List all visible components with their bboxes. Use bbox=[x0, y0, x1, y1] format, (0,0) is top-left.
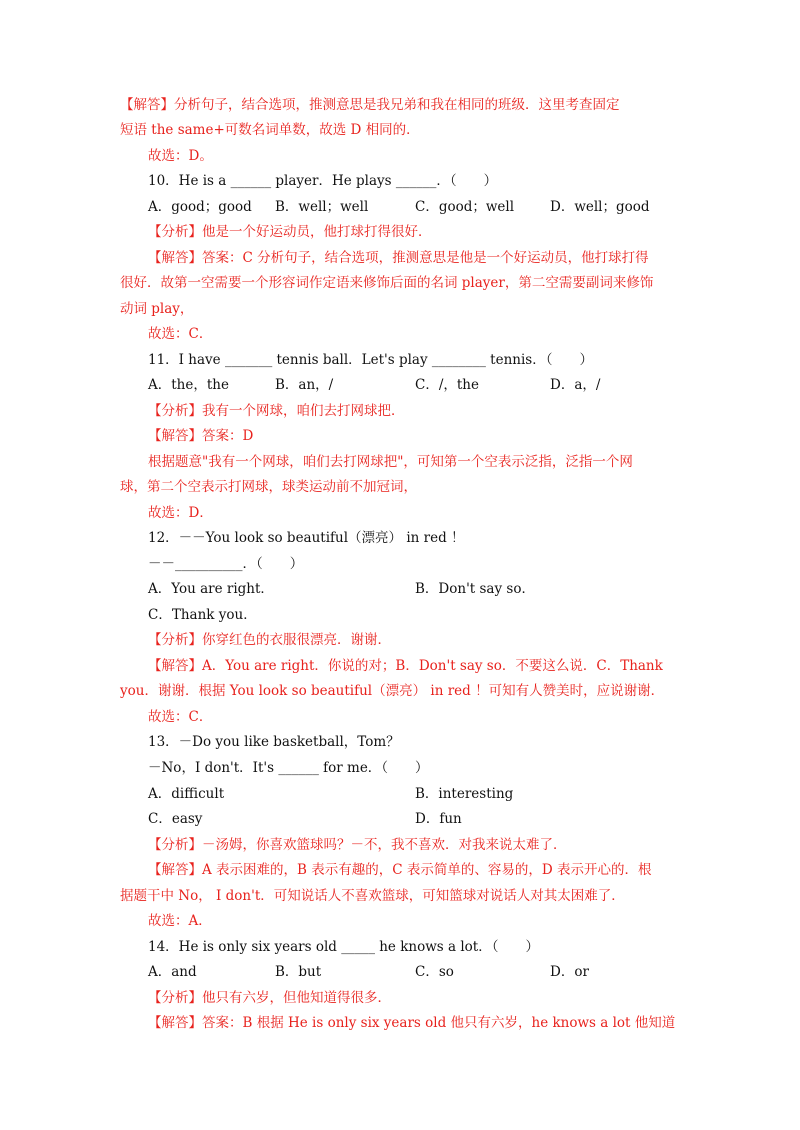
question-10: 10．He is a ______ player．He plays ______．（ ） bbox=[148, 173, 498, 189]
option-b: B．Don't say so． bbox=[415, 581, 535, 597]
option-c: C．/，the bbox=[415, 377, 479, 393]
question-12-response: －－__________．（ ） bbox=[148, 556, 304, 572]
answer-explanation-line: 据题干中 No， I don't．可知说话人不喜欢篮球，可知篮球对说话人对其太困难了． bbox=[120, 888, 625, 904]
answer-explanation-line: 【解答】答案：B 根据 He is only six years old 他只有六岁，he knows a lot 他知道 bbox=[148, 1015, 676, 1031]
option-b: B．an，/ bbox=[275, 377, 334, 393]
option-a: A．good；good bbox=[148, 199, 252, 215]
option-b: B．interesting bbox=[415, 786, 514, 802]
option-a: A．difficult bbox=[148, 786, 225, 802]
answer-explanation-line: you．谢谢．根据 You look so beautiful（漂亮） in red ！可知有人赞美时，应说谢谢． bbox=[120, 683, 665, 699]
answer-explanation-line: 【解答】答案：C 分析句子，结合选项，推测意思是他是一个好运动员，他打球打得 bbox=[148, 250, 649, 266]
option-d: D．a，/ bbox=[550, 377, 601, 393]
answer-choice: 故选：C． bbox=[148, 326, 213, 342]
answer-explanation-line: 球，第二个空表示打网球，球类运动前不加冠词， bbox=[120, 479, 417, 495]
option-b: B．well；well bbox=[275, 199, 369, 215]
answer-explanation-line: 【解答】答案：D bbox=[148, 428, 254, 444]
analysis-line: 【分析】－汤姆，你喜欢篮球吗？－不，我不喜欢．对我来说太难了． bbox=[148, 837, 567, 853]
option-a: A．the，the bbox=[148, 377, 229, 393]
answer-explanation-line: 【解答】分析句子，结合选项，推测意思是我兄弟和我在相同的班级．这里考查固定 bbox=[120, 97, 620, 113]
answer-explanation-line: 动词 play， bbox=[120, 301, 194, 317]
option-d: D．or bbox=[550, 964, 589, 980]
analysis-line: 【分析】他只有六岁，但他知道得很多． bbox=[148, 990, 391, 1006]
answer-explanation-line: 短语 the same+可数名词单数，故选 D 相同的． bbox=[120, 122, 420, 138]
option-c: C．so bbox=[415, 964, 454, 980]
answer-explanation-line: 【解答】A 表示困难的，B 表示有趣的，C 表示简单的、容易的，D 表示开心的．根 bbox=[148, 862, 652, 878]
analysis-line: 【分析】他是一个好运动员，他打球打得很好． bbox=[148, 224, 432, 240]
question-13-response: －No，I don't．It's ______ for me．（ ） bbox=[148, 760, 429, 776]
question-11: 11．I have _______ tennis ball．Let's play ________ tennis．（ ） bbox=[148, 352, 593, 368]
answer-choice: 故选：D． bbox=[148, 505, 213, 521]
option-b: B．but bbox=[275, 964, 322, 980]
answer-explanation-line: 很好．故第一空需要一个形容词作定语来修饰后面的名词 player，第二空需要副词来修饰 bbox=[120, 275, 654, 291]
option-c: C．Thank you． bbox=[148, 607, 257, 623]
analysis-line: 【分析】你穿红色的衣服很漂亮．谢谢． bbox=[148, 632, 391, 648]
option-d: D．fun bbox=[415, 811, 462, 827]
option-c: C．easy bbox=[148, 811, 203, 827]
option-d: D．well；good bbox=[550, 199, 650, 215]
question-12: 12．－－You look so beautiful（漂亮） in red ！ bbox=[148, 530, 465, 546]
answer-choice: 故选：C． bbox=[148, 709, 213, 725]
question-13: 13．－Do you like basketball，Tom？ bbox=[148, 734, 400, 750]
option-c: C．good；well bbox=[415, 199, 515, 215]
answer-choice: 故选：A． bbox=[148, 913, 212, 929]
answer-explanation-line: 【解答】A．You are right．你说的对；B．Don't say so．不要这么说．C．Thank bbox=[148, 658, 663, 674]
option-a: A．You are right． bbox=[148, 581, 274, 597]
answer-explanation-line: 根据题意"我有一个网球，咱们去打网球把"，可知第一个空表示泛指，泛指一个网 bbox=[148, 454, 633, 470]
answer-choice: 故选：D。 bbox=[148, 148, 213, 164]
question-14: 14．He is only six years old _____ he knows a lot．（ ） bbox=[148, 939, 539, 955]
option-a: A．and bbox=[148, 964, 197, 980]
analysis-line: 【分析】我有一个网球，咱们去打网球把． bbox=[148, 403, 405, 419]
